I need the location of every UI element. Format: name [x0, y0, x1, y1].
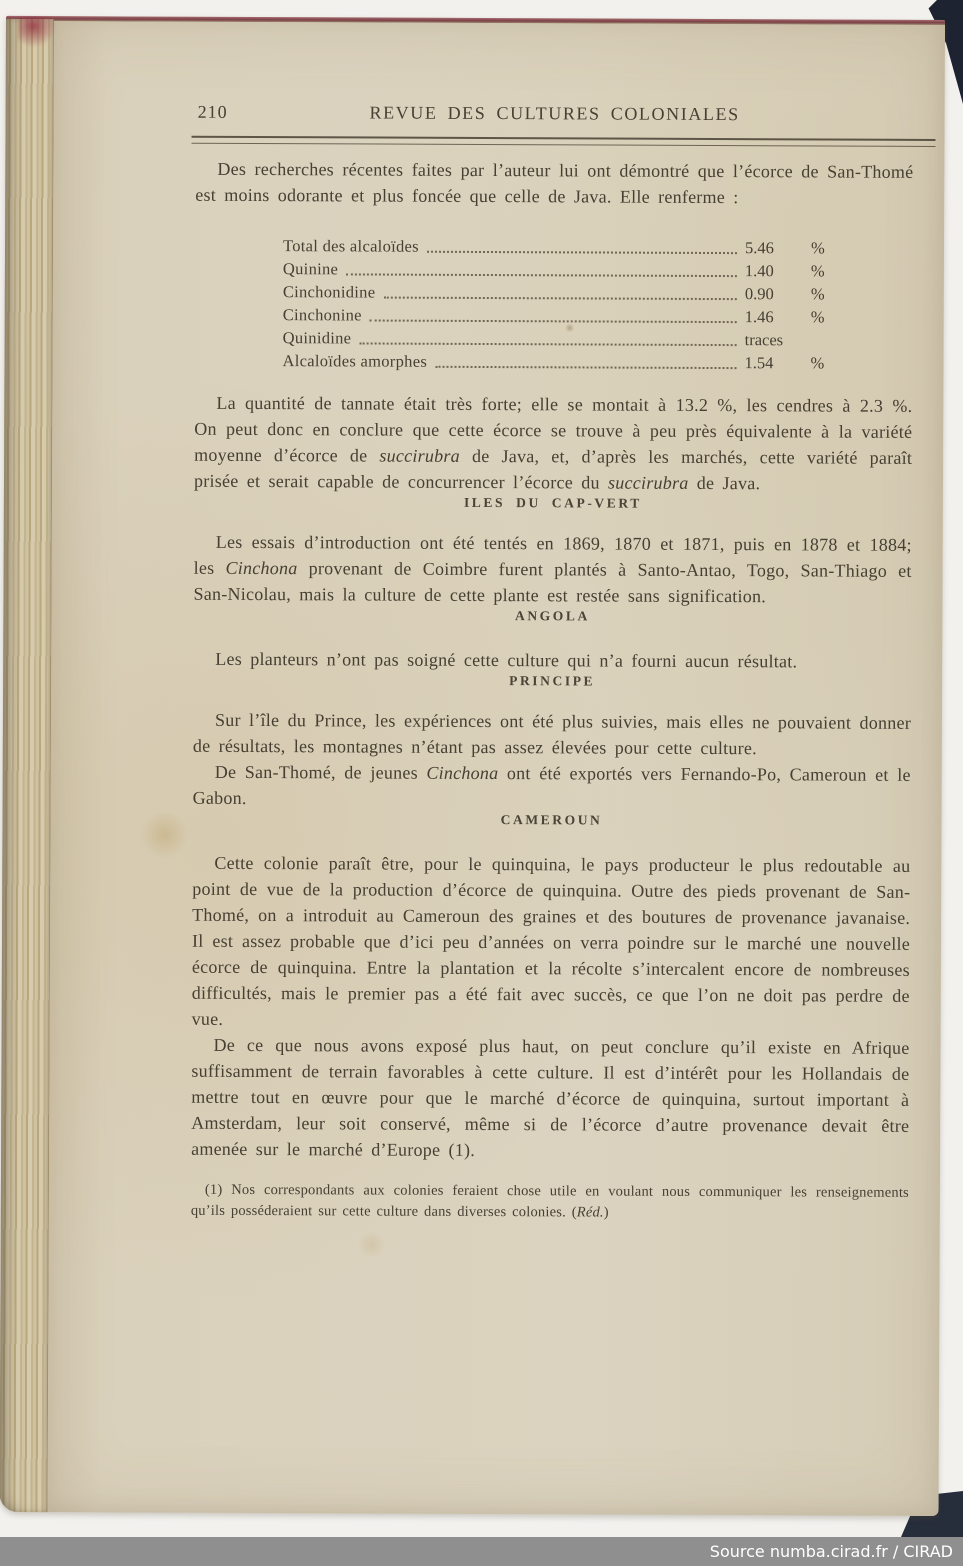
row-value: 0.90 [744, 284, 774, 304]
dot-leader [383, 297, 736, 301]
row-value: 5.46 [744, 238, 774, 258]
table-row [283, 303, 837, 328]
dot-leader [427, 251, 737, 254]
dot-leader [359, 342, 736, 346]
paragraph-tannate: La quantité de tannate était très forte; elle se montait à 13.2 %, les cendres à 2.3 %. On peut donc en conclure que cette écorce se trouve à peu près équivalente à la variété moyenne d’écorce de succirubra de Java, et, d’après les marchés, cette variété paraît prisée et serait capable de concurrencer l’écorce du succirubra de Java. [193, 392, 913, 494]
alkaloid-table [194, 234, 913, 375]
paper-stain [357, 1232, 387, 1256]
row-value: traces [744, 330, 784, 350]
paragraph-cap-vert: Les essais d’introduction ont été tentés en 1869, 1870 et 1871, puis en 1878 et 1884; les Cinchona provenant de Coimbre furent plantés à Santo-Antao, Togo, San-Thiago et San-Nicolau, mais la culture de cette plante est restée sans signification. [193, 531, 912, 607]
paper-stain [138, 811, 190, 857]
row-unit: % [810, 261, 825, 281]
paragraph-principe-2: De San-Thomé, de jeunes Cinchona ont été exportés vers Fernando-Po, Cameroun et le Gabon. [192, 761, 911, 808]
red-stain [18, 17, 56, 47]
row-label: Cinchonidine [282, 282, 376, 302]
table-row [283, 280, 837, 305]
footnote: (1) Nos correspondants aux colonies feraient chose utile en voulant nous communiquer les renseignements qu’ils posséderaient sur cette culture dans diverses colonies. (Réd.) [190, 1181, 909, 1221]
section-heading-angola: ANGOLA [514, 608, 590, 624]
row-unit: % [810, 284, 825, 304]
journal-title: REVUE DES CULTURES COLONIALES [369, 102, 740, 125]
page-number: 210 [197, 101, 228, 122]
section-heading-cameroun: CAMEROUN [500, 812, 603, 828]
table-row [283, 257, 837, 282]
page-edges-strip [0, 19, 54, 1512]
row-value: 1.46 [744, 307, 774, 327]
table-row [283, 234, 837, 259]
header-double-rule [191, 136, 935, 147]
page-sheet [48, 21, 945, 1516]
source-attribution-bar [0, 1537, 963, 1566]
row-label: Quinidine [282, 328, 352, 348]
row-label: Quinine [282, 259, 339, 279]
paragraph-angola: Les planteurs n’ont pas soigné cette culture qui n’a fourni aucun résultat. [215, 648, 798, 672]
row-unit: % [810, 353, 825, 373]
paragraph-cameroun-2: De ce que nous avons exposé plus haut, on peut conclure qu’il existe en Afrique suffisamment de terrain favorables à cette culture. Il est d’intérêt pour les Hollandais de mettre tout en œuvre pour que le marché d’écorce de quinquina, surtout important à Amsterdam, leur soit conservé, même si de l’écorce d’autre provenance devait être amenée sur le marché d’Europe (1). [191, 1034, 910, 1160]
running-header [196, 99, 914, 126]
source-text: Source numba.cirad.fr / CIRAD [709, 1542, 953, 1561]
section-heading-cap-vert: ILES DU CAP-VERT [463, 494, 642, 511]
dot-leader [370, 320, 737, 324]
latin-species-italic: succirubra [379, 445, 460, 466]
table-row [283, 326, 837, 351]
book-page-block [0, 16, 945, 1516]
printed-content [191, 99, 914, 1225]
row-unit: % [810, 307, 825, 327]
dot-leader [346, 273, 737, 277]
dot-leader [435, 366, 736, 369]
paragraph-principe-1: Sur l’île du Prince, les expériences ont été plus suivies, mais elles ne pouvaient donner de résultats, les montagnes n’étant pas assez élevées pour cette culture. [192, 709, 912, 759]
section-heading-principe: PRINCIPE [509, 673, 596, 689]
row-label: Cinchonine [282, 305, 362, 325]
paragraph-cameroun-1: Cette colonie paraît être, pour le quinquina, le pays producteur le plus redoutable au point de vue de la production d’écorce de quinquina. Outre des pieds provenant de San-Thomé, on a introduit au Cameroun des graines et des boutures de provenance javanaise. Il est assez probable que d’ici peu d’années on verra poindre sur le marché une nouvelle écorce de quinquina. Entre la plantation et la récolte s’intercalent encore de nombreuses difficultés, mais le premier pas a été fait avec succès, ce que l’on ne doit pas perdre de vue. [191, 852, 911, 1029]
paragraph-intro: Des recherches récentes faites par l’auteur lui ont démontré que l’écorce de San-Thomé est moins odorante et plus foncée que celle de Java. Elle renferme : [195, 158, 914, 208]
latin-genus-italic: Cinchona [225, 557, 298, 579]
latin-genus-italic: Cinchona [426, 762, 499, 784]
row-value: 1.40 [744, 261, 774, 281]
table-row [282, 349, 836, 374]
redaction-italic: Réd. [576, 1204, 604, 1221]
row-label: Total des alcaloïdes [283, 236, 419, 256]
row-unit: % [810, 238, 825, 258]
row-label: Alcaloïdes amorphes [282, 351, 428, 371]
latin-species-italic: succirubra [608, 472, 689, 493]
row-value: 1.54 [744, 353, 774, 373]
